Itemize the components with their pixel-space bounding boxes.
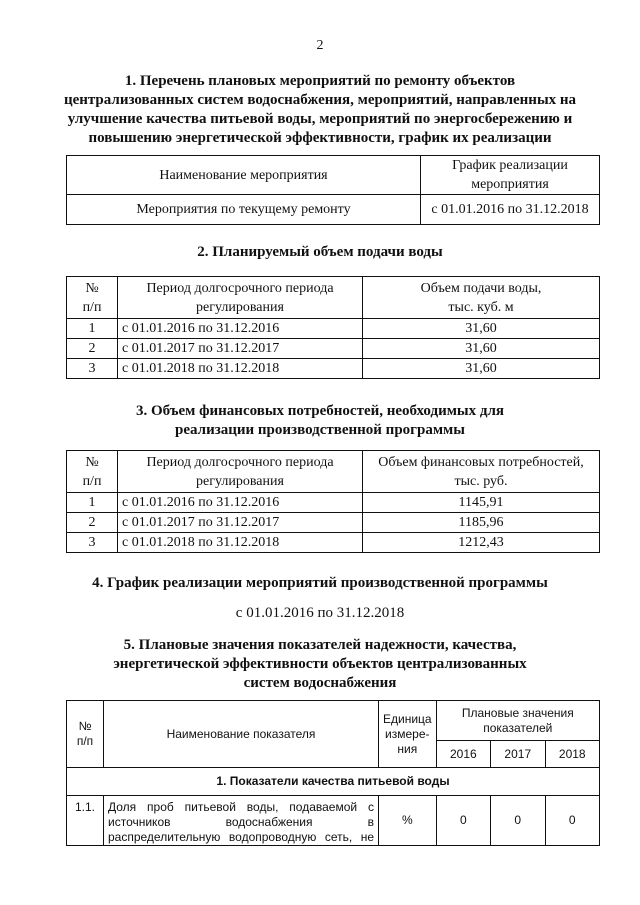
table-cell: 2	[67, 339, 118, 359]
header-line: регулирования	[196, 473, 284, 489]
title-line: 4. График реализации мероприятий производственной программы	[92, 575, 548, 591]
section4-period: с 01.01.2016 по 31.12.2018	[235, 605, 405, 621]
header-cell	[67, 277, 118, 319]
title-line: 2. Планируемый объем подачи воды	[197, 244, 443, 260]
section5-table	[66, 700, 600, 846]
header-cell	[379, 701, 437, 768]
table-cell: 1	[67, 319, 118, 339]
table-cell: 31,60	[363, 339, 600, 359]
header-cell: Наименование показателя	[104, 701, 379, 768]
table-cell: с 01.01.2016 по 31.12.2016	[118, 319, 363, 339]
header-line: мероприятия	[471, 177, 549, 192]
header-line: Плановые значения	[461, 705, 574, 720]
table-cell: 3	[67, 533, 118, 553]
year-header: 2016	[436, 741, 490, 768]
section1-table	[66, 155, 600, 225]
table-cell: 0	[491, 796, 545, 846]
year-header: 2017	[491, 741, 545, 768]
section3-title	[40, 402, 600, 440]
table-cell: 0	[436, 796, 490, 846]
title-line: централизованных систем водоснабжения, мероприятий, направленных на	[63, 92, 577, 108]
header-cell: Наименование мероприятия	[67, 156, 421, 195]
header-line: ния	[397, 741, 418, 756]
table-cell: с 01.01.2018 по 31.12.2018	[118, 359, 363, 379]
header-cell	[118, 277, 363, 319]
header-line: п/п	[82, 299, 102, 315]
page-number: 2	[316, 38, 324, 53]
header-line: Период долгосрочного периода	[146, 280, 334, 296]
header-cell	[421, 156, 600, 195]
header-line: тыс. руб.	[454, 473, 508, 489]
title-line: повышению энергетической эффективности, график их реализации	[88, 130, 552, 146]
header-line: Единица	[383, 711, 432, 726]
header-line: График реализации	[452, 158, 568, 173]
table-cell: 0	[545, 796, 600, 846]
title-line: улучшение качества питьевой воды, мероприятий по энергосбережению и	[67, 111, 573, 127]
title-line: систем водоснабжения	[243, 675, 397, 691]
section3-table	[66, 450, 600, 553]
year-header: 2018	[545, 741, 600, 768]
title-line: 1. Перечень плановых мероприятий по ремонту объектов	[124, 73, 516, 89]
table-cell	[104, 796, 379, 846]
table-cell: 1	[67, 493, 118, 513]
header-line: п/п	[82, 473, 102, 489]
group-header: 1. Показатели качества питьевой воды	[67, 768, 600, 796]
table-cell: 2	[67, 513, 118, 533]
cell-line: источников водоснабжения в	[108, 815, 374, 829]
cell-line: Доля проб питьевой воды, подаваемой с	[108, 800, 374, 814]
header-line: Объем подачи воды,	[420, 280, 542, 296]
header-line: №	[85, 454, 99, 470]
table-cell: 1212,43	[363, 533, 600, 553]
section2-title	[40, 243, 600, 262]
table-cell: Мероприятия по текущему ремонту	[67, 195, 421, 225]
header-cell	[67, 701, 104, 768]
header-line: Период долгосрочного периода	[146, 454, 334, 470]
table-cell: %	[379, 796, 437, 846]
header-cell	[67, 451, 118, 493]
header-line: п/п	[76, 734, 94, 748]
table-cell: 31,60	[363, 319, 600, 339]
table-cell: с 01.01.2016 по 31.12.2018	[421, 195, 600, 225]
section5-title	[40, 636, 600, 693]
section2-table	[66, 276, 600, 379]
section1-title	[40, 72, 600, 148]
header-line: показателей	[483, 720, 553, 735]
header-line: Объем финансовых потребностей,	[378, 454, 584, 470]
header-line: тыс. куб. м	[448, 299, 514, 315]
header-cell	[363, 277, 600, 319]
title-line: реализации производственной программы	[175, 422, 465, 438]
header-line: №	[85, 280, 99, 296]
header-cell	[363, 451, 600, 493]
header-cell	[118, 451, 363, 493]
table-cell: 1145,91	[363, 493, 600, 513]
table-cell: с 01.01.2017 по 31.12.2017	[118, 339, 363, 359]
header-line: регулирования	[196, 299, 284, 315]
cell-line: распределительную водопроводную сеть, не	[108, 830, 374, 844]
title-line: 5. Плановые значения показателей надежности, качества,	[123, 637, 517, 653]
table-cell: 3	[67, 359, 118, 379]
section4-title	[40, 574, 600, 593]
table-cell: 31,60	[363, 359, 600, 379]
header-line: №	[78, 719, 92, 733]
table-cell: 1.1.	[67, 796, 104, 846]
title-line: 3. Объем финансовых потребностей, необходимых для	[135, 403, 505, 419]
table-cell: 1185,96	[363, 513, 600, 533]
table-cell: с 01.01.2016 по 31.12.2016	[118, 493, 363, 513]
title-line: энергетической эффективности объектов централизованных	[113, 656, 527, 672]
header-cell	[436, 701, 599, 741]
header-line: измере-	[385, 726, 430, 741]
table-cell: с 01.01.2017 по 31.12.2017	[118, 513, 363, 533]
table-cell: с 01.01.2018 по 31.12.2018	[118, 533, 363, 553]
